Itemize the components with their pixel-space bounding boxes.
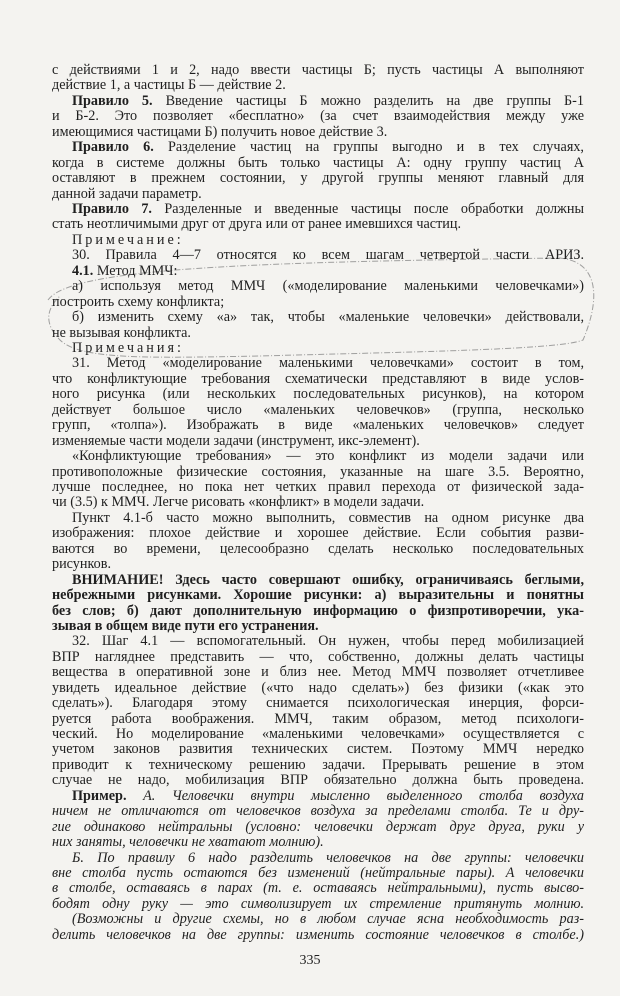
text-segment: увидеть идеальное действие («что надо сделать») без физики («как это xyxy=(52,680,584,696)
text-line xyxy=(52,557,584,572)
text-line xyxy=(52,418,584,433)
text-line xyxy=(52,78,584,93)
text-line xyxy=(52,156,584,171)
text-line xyxy=(52,650,584,665)
text-segment: Введение частицы Б можно разделить на две группы Б-1 xyxy=(152,93,584,109)
text-line xyxy=(52,202,584,217)
italic-text: вне столба пусть остаются без изменений (нейтральные пары). А человечки xyxy=(52,865,584,881)
text-segment: приводит к техническому решению задачи. Прерывать решение в этом xyxy=(52,757,584,773)
text-segment: действие 1, а частицы Б — действие 2. xyxy=(52,77,286,94)
text-line xyxy=(52,171,584,186)
text-segment: 30. Правила 4—7 относятся ко всем шагам четвертой части АРИЗ. xyxy=(72,248,584,264)
italic-text: бодят одну руку — это символизирует их стремление притянуть молнию. xyxy=(52,896,584,912)
text-line xyxy=(52,773,584,788)
text-line xyxy=(52,187,584,202)
text-line xyxy=(52,742,584,757)
text-line xyxy=(52,712,584,727)
text-segment: рисунков. xyxy=(52,556,111,573)
text-line xyxy=(52,341,584,356)
text-line xyxy=(52,835,584,850)
text-line xyxy=(52,526,584,541)
text-line xyxy=(52,279,584,294)
italic-text: делить человечков на две группы: изменить состояние человечков в столбе.) xyxy=(52,927,584,943)
text-line xyxy=(52,619,584,634)
text-line xyxy=(52,125,584,140)
text-line xyxy=(52,912,584,927)
text-segment: лучше последнее, но пока нет четких правил перехода от физической зада- xyxy=(52,479,584,495)
text-line xyxy=(52,310,584,325)
text-segment: руется работа воображения. ММЧ, таким образом, метод психологи- xyxy=(52,711,584,727)
text-segment: сделать»). Благодаря этому снимается психологическая инерция, форси- xyxy=(52,696,584,712)
text-segment: ВПР нагляднее представить — что, собственно, должны делать частицы xyxy=(52,649,584,665)
text-segment: не вызывая конфликта. xyxy=(52,324,191,341)
text-line xyxy=(52,696,584,711)
italic-text: (Возможны и другие схемы, но в любом случае ясна необходимость раз- xyxy=(72,912,584,928)
italic-text: них заняты, человечки не хватают молнию). xyxy=(52,834,324,851)
text-line xyxy=(52,109,584,124)
text-segment: изображения: плохое действие и хорошее действие. Если события разви- xyxy=(52,526,584,542)
text-line xyxy=(52,727,584,742)
text-line xyxy=(52,789,584,804)
text-line xyxy=(52,465,584,480)
bold-text: без слов; б) дают дополнительную информацию о физпротиворечии, ука- xyxy=(52,603,584,619)
text-line xyxy=(52,217,584,232)
text-line xyxy=(52,851,584,866)
book-page-text xyxy=(52,63,584,943)
text-line xyxy=(52,681,584,696)
text-segment: оставляют в прежнем состоянии, у другой группы меняют главный для xyxy=(52,171,584,187)
text-line xyxy=(52,573,584,588)
text-line xyxy=(52,63,584,78)
bold-text: ВНИМАНИЕ! Здесь часто совершают ошибку, ограничиваясь беглыми, xyxy=(72,572,584,588)
text-segment: 32. Шаг 4.1 — вспомогательный. Он нужен, чтобы перед мобилизацией xyxy=(72,634,584,650)
text-line xyxy=(52,233,584,248)
italic-text: гие одинаково нейтральны (условно: человечки держат друг друга, руки у xyxy=(52,819,584,835)
text-segment: действует большое число «маленьких человечков» (группа, несколько xyxy=(52,402,584,418)
text-segment: чи (3.5) к ММЧ. Легче рисовать «конфликт» в модели задачи. xyxy=(52,494,425,511)
bold-text: Пример. xyxy=(72,788,127,804)
text-segment: противоположные физические состояния, указанные на шаге 3.5. Вероятно, xyxy=(52,464,584,480)
text-segment: и Б-2. Это позволяет «бесплатно» (за счет взаимодействия между уже xyxy=(52,109,584,125)
text-segment: ческий. Но моделирование «маленькими человечками» осуществляется с xyxy=(52,727,584,743)
text-segment: Разделенные и введенные частицы после обработки должны xyxy=(151,201,584,217)
text-line xyxy=(52,511,584,526)
text-segment: Пункт 4.1-б часто можно выполнить, совместив на одном рисунке два xyxy=(72,510,584,526)
text-segment: Примечания: xyxy=(72,340,184,356)
text-line xyxy=(52,449,584,464)
text-line xyxy=(52,140,584,155)
text-segment: ваются во времени, целесообразно сделать несколько последовательных xyxy=(52,541,584,557)
text-line xyxy=(52,928,584,943)
text-segment: 31. Метод «моделирование маленькими человечками» состоит в том, xyxy=(72,356,584,372)
text-line xyxy=(52,326,584,341)
text-line xyxy=(52,480,584,495)
text-line xyxy=(52,897,584,912)
text-segment: Метод ММЧ: xyxy=(93,262,178,279)
text-segment: Примечание: xyxy=(72,231,184,248)
text-segment: Разделение частиц на группы выгодно и в тех случаях, xyxy=(153,140,584,156)
text-line xyxy=(52,434,584,449)
text-line xyxy=(52,495,584,510)
italic-text: Б. По правилу 6 надо разделить человечков на две группы: человечки xyxy=(72,850,584,866)
bold-text: 4.1. xyxy=(72,262,94,279)
text-line xyxy=(52,356,584,371)
text-segment: изменяемые части модели задачи (инструмент, икс-элемент). xyxy=(52,432,420,449)
text-line xyxy=(52,604,584,619)
bold-text: зывая в общем виде пути его устранения. xyxy=(52,617,319,634)
bold-text: небрежными рисунками. Хорошие рисунки: а) выразительны и понятны xyxy=(52,588,584,604)
page-number: 335 xyxy=(299,953,321,968)
text-line xyxy=(52,264,584,279)
text-segment: стать неотличимыми друг от друга или от ранее имевшихся частиц. xyxy=(52,216,461,233)
text-line xyxy=(52,804,584,819)
text-segment: данной задачи параметр. xyxy=(52,185,202,202)
text-line xyxy=(52,665,584,680)
text-segment: учетом законов развития технических систем. Поэтому ММЧ нередко xyxy=(52,742,584,758)
text-segment: групп, «толпа»). Изображать в виде «маленьких человечков» следует xyxy=(52,418,584,434)
text-line xyxy=(52,820,584,835)
text-line xyxy=(52,295,584,310)
text-line xyxy=(52,248,584,263)
bold-text: Правило 7. xyxy=(72,201,152,217)
text-line xyxy=(52,588,584,603)
italic-text: А. Человечки внутри мысленно выделенного столба воздуха xyxy=(126,788,584,804)
text-segment: имеющимися частицами Б) получить новое действие 3. xyxy=(52,123,388,140)
text-line xyxy=(52,94,584,109)
text-line xyxy=(52,387,584,402)
bold-text: Правило 6. xyxy=(72,140,154,156)
text-segment: когда в системе должны быть только частицы А: одну группу частиц А xyxy=(52,155,584,171)
text-segment: а) используя метод ММЧ («моделирование маленькими человечками») xyxy=(72,279,584,295)
text-line xyxy=(52,881,584,896)
text-segment: с действиями 1 и 2, надо ввести частицы Б; пусть частицы А выполняют xyxy=(52,63,584,78)
text-segment: построить схему конфликта; xyxy=(52,293,225,310)
text-segment: вещества в оперативной зоне и близ нее. Метод ММЧ позволяет отчетливее xyxy=(52,665,584,681)
italic-text: в столбе, оставаясь в парах (т. е. оставаясь нейтральными), пусть высво- xyxy=(52,881,584,897)
text-segment: случае не надо, мобилизация ВПР обязательно должна быть проведена. xyxy=(52,773,584,789)
text-segment: «Конфликтующие требования» — это конфликт из модели задачи или xyxy=(72,449,584,465)
text-line xyxy=(52,542,584,557)
text-segment: ного рисунка (или нескольких последовательных рисунков), на котором xyxy=(52,387,584,403)
text-segment: б) изменить схему «а» так, чтобы «маленькие человечки» действовали, xyxy=(72,310,584,326)
text-line xyxy=(52,403,584,418)
text-segment: что конфликтующие требования схематически представляют в виде услов- xyxy=(52,371,584,387)
italic-text: ничем не отличаются от человечков воздуха за пределами столба. Те и дру- xyxy=(52,804,584,820)
text-line xyxy=(52,866,584,881)
bold-text: Правило 5. xyxy=(72,93,153,109)
text-line xyxy=(52,634,584,649)
text-line xyxy=(52,372,584,387)
text-line xyxy=(52,758,584,773)
